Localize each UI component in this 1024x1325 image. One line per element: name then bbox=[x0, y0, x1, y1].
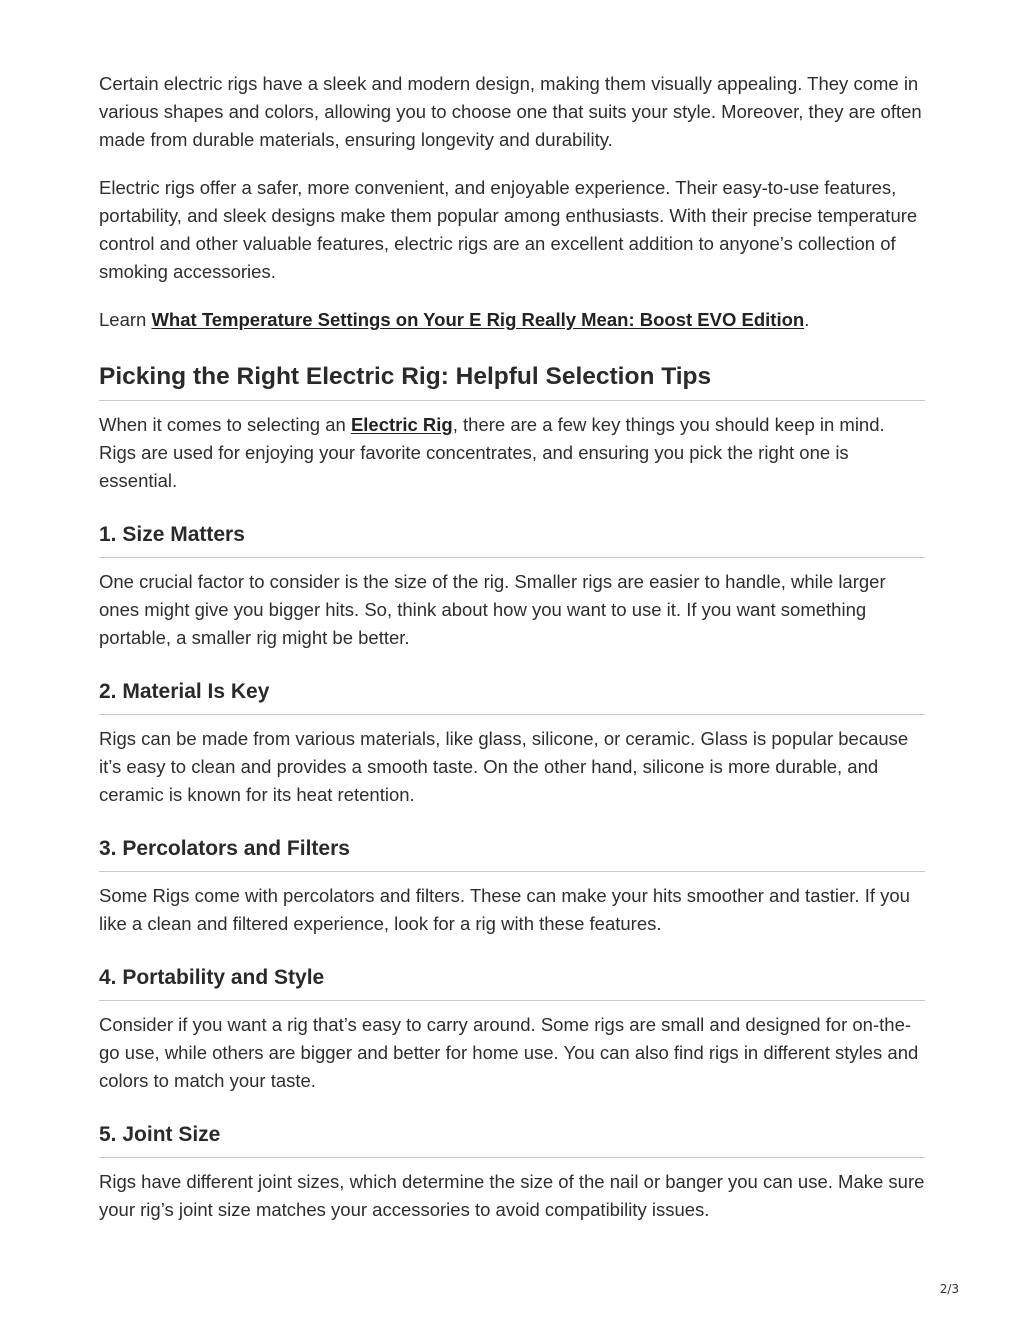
selection-intro-before: When it comes to selecting an bbox=[99, 414, 351, 435]
selection-intro-paragraph bbox=[99, 411, 925, 495]
article-content bbox=[99, 70, 925, 1224]
intro-paragraph-design: Certain electric rigs have a sleek and modern design, making them visually appealing. They come in various shapes and colors, allowing you to choose one that suits your style. Moreover, they are often made from durable materials, ensuring longevity and durability. bbox=[99, 73, 922, 150]
temperature-settings-link[interactable]: What Temperature Settings on Your E Rig Really Mean: Boost EVO Edition bbox=[151, 309, 805, 330]
tip-body-material: Rigs can be made from various materials, like glass, silicone, or ceramic. Glass is popular because it’s easy to clean and provides a smooth taste. On the other hand, silicone is more durable, and ceramic is known for its heat retention. bbox=[99, 728, 909, 805]
tip-body-size: One crucial factor to consider is the size of the rig. Smaller rigs are easier to handle, while larger ones might give you bigger hits. So, think about how you want to use it. If you want something portable, a smaller rig might be better. bbox=[99, 571, 886, 648]
tip-heading-percolators: 3. Percolators and Filters bbox=[99, 835, 925, 872]
tip-body-percolators: Some Rigs come with percolators and filters. These can make your hits smoother and tastier. If you like a clean and filtered experience, look for a rig with these features. bbox=[99, 885, 910, 934]
tip-body-joint-size: Rigs have different joint sizes, which determine the size of the nail or banger you can use. Make sure your rig’s joint size matches your accessories to avoid compatibility issues. bbox=[99, 1171, 925, 1220]
tip-heading-size: 1. Size Matters bbox=[99, 521, 925, 558]
selection-intro-after: , there are a few key things you should keep in mind. Rigs are used for enjoying your favorite concentrates, and ensuring you pick the right one is essential. bbox=[99, 414, 885, 491]
learn-prefix: Learn bbox=[99, 309, 152, 330]
tip-heading-portability: 4. Portability and Style bbox=[99, 964, 925, 1001]
learn-suffix: . bbox=[804, 309, 810, 330]
intro-paragraph-benefits: Electric rigs offer a safer, more convenient, and enjoyable experience. Their easy-to-use features, portability, and sleek designs make them popular among enthusiasts. With their precise temperature control and other valuable features, electric rigs are an excellent addition to anyone’s collection of smoking accessories. bbox=[99, 177, 918, 282]
learn-more-line bbox=[99, 306, 925, 334]
tip-heading-joint-size: 5. Joint Size bbox=[99, 1121, 925, 1158]
selection-tips-heading: Picking the Right Electric Rig: Helpful Selection Tips bbox=[99, 361, 925, 401]
page-number: 2/3 bbox=[939, 1282, 959, 1296]
tip-heading-material: 2. Material Is Key bbox=[99, 678, 925, 715]
electric-rig-link[interactable]: Electric Rig bbox=[350, 414, 453, 435]
tip-body-portability: Consider if you want a rig that’s easy to carry around. Some rigs are small and designed for on-the-go use, while others are bigger and better for home use. You can also find rigs in different styles and colors to match your taste. bbox=[99, 1014, 919, 1091]
